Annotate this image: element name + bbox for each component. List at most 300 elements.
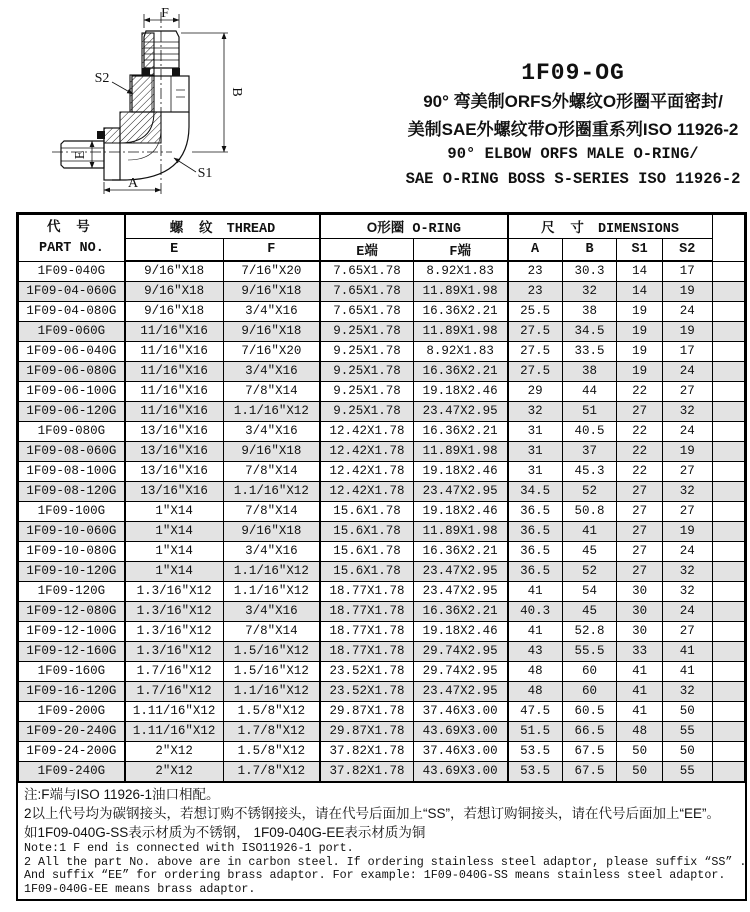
thread-f-cell: 1.5/16″X12 xyxy=(223,642,320,662)
oring-f-cell: 11.89X1.98 xyxy=(413,322,507,342)
dim-a-cell: 36.5 xyxy=(508,522,563,542)
dim-s1-cell: 27 xyxy=(617,522,663,542)
dim-s2-cell: 27 xyxy=(662,382,712,402)
dim-b-cell: 67.5 xyxy=(562,742,617,762)
table-row xyxy=(19,322,745,342)
dim-b-cell: 38 xyxy=(562,362,617,382)
dim-s2-cell: 32 xyxy=(662,402,712,422)
dim-a-cell: 48 xyxy=(508,682,563,702)
header-col-a: A xyxy=(508,239,563,262)
dim-b-cell: 51 xyxy=(562,402,617,422)
subtitle-en-line1: 90° ELBOW ORFS MALE O-RING/ xyxy=(447,145,699,163)
thread-f-cell: 9/16″X18 xyxy=(223,322,320,342)
oring-f-cell: 16.36X2.21 xyxy=(413,542,507,562)
dim-b-cell: 60 xyxy=(562,662,617,682)
thread-e-cell: 9/16″X18 xyxy=(125,302,223,322)
oring-f-cell: 11.89X1.98 xyxy=(413,442,507,462)
subtitle-cn-line1: 90° 弯美制ORFS外螺纹O形圈平面密封/ xyxy=(423,92,723,111)
dim-a-cell: 31 xyxy=(508,442,563,462)
oring-e-cell: 9.25X1.78 xyxy=(320,382,413,402)
dim-b-cell: 67.5 xyxy=(562,762,617,782)
oring-f-cell: 19.18X2.46 xyxy=(413,502,507,522)
dim-s1-cell: 22 xyxy=(617,442,663,462)
part-no-cell: 1F09-10-080G xyxy=(19,542,125,562)
dim-b-cell: 37 xyxy=(562,442,617,462)
dim-s2-cell: 24 xyxy=(662,602,712,622)
thread-f-cell: 1.1/16″X12 xyxy=(223,562,320,582)
table-row xyxy=(19,342,745,362)
dim-b-cell: 60.5 xyxy=(562,702,617,722)
dim-s1-cell: 50 xyxy=(617,762,663,782)
dim-b-cell: 45 xyxy=(562,602,617,622)
table-row xyxy=(19,302,745,322)
part-no-cell: 1F09-080G xyxy=(19,422,125,442)
subtitle-cn-line2: 美制SAE外螺纹带O形圈重系列ISO 11926-2 xyxy=(407,120,739,139)
oring-e-cell: 23.52X1.78 xyxy=(320,662,413,682)
oring-e-cell: 23.52X1.78 xyxy=(320,682,413,702)
thread-f-cell: 1.5/8″X12 xyxy=(223,702,320,722)
oring-e-cell: 18.77X1.78 xyxy=(320,602,413,622)
table-row xyxy=(19,662,745,682)
dim-s1-cell: 22 xyxy=(617,462,663,482)
oring-f-cell: 23.47X2.95 xyxy=(413,402,507,422)
part-no-cell: 1F09-04-060G xyxy=(19,282,125,302)
part-no-cell: 1F09-16-120G xyxy=(19,682,125,702)
empty-cell xyxy=(712,302,744,322)
dim-a-cell: 27.5 xyxy=(508,362,563,382)
dim-label-b: B xyxy=(229,87,244,97)
dim-b-cell: 45.3 xyxy=(562,462,617,482)
thread-e-cell: 11/16″X16 xyxy=(125,402,223,422)
dim-s2-cell: 24 xyxy=(662,542,712,562)
table-row xyxy=(19,382,745,402)
dim-s1-cell: 27 xyxy=(617,402,663,422)
subtitle-en-line2: SAE O-RING BOSS S-SERIES ISO 11926-2 xyxy=(405,170,741,188)
dim-a-cell: 36.5 xyxy=(508,502,563,522)
part-no-cell: 1F09-060G xyxy=(19,322,125,342)
empty-cell xyxy=(712,602,744,622)
header-col-s1: S1 xyxy=(617,239,663,262)
part-no-cell: 1F09-200G xyxy=(19,702,125,722)
dim-s2-cell: 32 xyxy=(662,482,712,502)
note-en-line: And suffix “EE” for ordering brass adaptor. For example: 1F09-040G-SS means stainless steel adaptor. xyxy=(24,868,726,882)
oring-f-cell: 29.74X2.95 xyxy=(413,662,507,682)
table-row xyxy=(19,722,745,742)
dim-s1-cell: 30 xyxy=(617,602,663,622)
header-part-no-cn: 代 号 xyxy=(47,218,96,234)
table-row xyxy=(19,502,745,522)
oring-f-cell: 16.36X2.21 xyxy=(413,302,507,322)
oring-f-cell: 19.18X2.46 xyxy=(413,382,507,402)
thread-f-cell: 9/16″X18 xyxy=(223,442,320,462)
oring-e-cell: 9.25X1.78 xyxy=(320,342,413,362)
oring-e-cell: 18.77X1.78 xyxy=(320,642,413,662)
part-no-cell: 1F09-24-200G xyxy=(19,742,125,762)
part-no-cell: 1F09-08-120G xyxy=(19,482,125,502)
thread-f-cell: 7/16″X20 xyxy=(223,342,320,362)
oring-f-cell: 37.46X3.00 xyxy=(413,742,507,762)
dim-s2-cell: 41 xyxy=(662,662,712,682)
header-col-f: F xyxy=(223,239,320,262)
thread-e-cell: 1.11/16″X12 xyxy=(125,702,223,722)
header-col-s2: S2 xyxy=(662,239,712,262)
oring-f-cell: 23.47X2.95 xyxy=(413,582,507,602)
empty-cell xyxy=(712,542,744,562)
oring-f-cell: 23.47X2.95 xyxy=(413,562,507,582)
dim-s1-cell: 41 xyxy=(617,662,663,682)
dim-a-cell: 53.5 xyxy=(508,762,563,782)
part-no-cell: 1F09-160G xyxy=(19,662,125,682)
empty-cell xyxy=(712,382,744,402)
dim-s2-cell: 27 xyxy=(662,502,712,522)
dim-s2-cell: 50 xyxy=(662,742,712,762)
dim-s2-cell: 55 xyxy=(662,762,712,782)
header-col-f-end: F端 xyxy=(413,239,507,262)
dim-a-cell: 34.5 xyxy=(508,482,563,502)
dim-s2-cell: 32 xyxy=(662,582,712,602)
thread-f-cell: 9/16″X18 xyxy=(223,522,320,542)
oring-e-cell: 37.82X1.78 xyxy=(320,742,413,762)
oring-f-cell: 23.47X2.95 xyxy=(413,482,507,502)
empty-cell xyxy=(712,422,744,442)
dim-b-cell: 44 xyxy=(562,382,617,402)
oring-f-cell: 43.69X3.00 xyxy=(413,762,507,782)
dim-a-cell: 40.3 xyxy=(508,602,563,622)
oring-f-cell: 8.92X1.83 xyxy=(413,342,507,362)
dim-s2-cell: 19 xyxy=(662,322,712,342)
header-dimensions: 尺 寸 DIMENSIONS xyxy=(508,215,713,239)
oring-e-cell: 9.25X1.78 xyxy=(320,362,413,382)
thread-f-cell: 7/16″X20 xyxy=(223,261,320,282)
thread-e-cell: 1″X14 xyxy=(125,502,223,522)
table-row xyxy=(19,742,745,762)
part-no-cell: 1F09-240G xyxy=(19,762,125,782)
dim-s1-cell: 48 xyxy=(617,722,663,742)
dim-s1-cell: 19 xyxy=(617,302,663,322)
oring-f-cell: 11.89X1.98 xyxy=(413,282,507,302)
dim-s1-cell: 19 xyxy=(617,342,663,362)
thread-e-cell: 13/16″X16 xyxy=(125,442,223,462)
empty-cell xyxy=(712,362,744,382)
dim-b-cell: 54 xyxy=(562,582,617,602)
table-row xyxy=(19,762,745,782)
dim-b-cell: 41 xyxy=(562,522,617,542)
dim-s2-cell: 19 xyxy=(662,282,712,302)
dim-a-cell: 36.5 xyxy=(508,542,563,562)
oring-e-cell: 7.65X1.78 xyxy=(320,282,413,302)
dim-a-cell: 53.5 xyxy=(508,742,563,762)
thread-e-cell: 1.3/16″X12 xyxy=(125,602,223,622)
oring-e-cell: 15.6X1.78 xyxy=(320,522,413,542)
dim-b-cell: 52 xyxy=(562,562,617,582)
empty-cell xyxy=(712,562,744,582)
dim-b-cell: 33.5 xyxy=(562,342,617,362)
oring-e-cell: 37.82X1.78 xyxy=(320,762,413,782)
header-part-no-en: PART NO. xyxy=(38,240,104,256)
part-no-cell: 1F09-08-100G xyxy=(19,462,125,482)
table-row xyxy=(19,542,745,562)
dim-s2-cell: 17 xyxy=(662,342,712,362)
oring-e-cell: 15.6X1.78 xyxy=(320,502,413,522)
thread-f-cell: 1.1/16″X12 xyxy=(223,682,320,702)
part-no-cell: 1F09-06-120G xyxy=(19,402,125,422)
oring-e-cell: 15.6X1.78 xyxy=(320,562,413,582)
oring-e-cell: 12.42X1.78 xyxy=(320,422,413,442)
thread-e-cell: 11/16″X16 xyxy=(125,322,223,342)
thread-e-cell: 1″X14 xyxy=(125,562,223,582)
thread-f-cell: 1.1/16″X12 xyxy=(223,482,320,502)
oring-e-cell: 12.42X1.78 xyxy=(320,482,413,502)
thread-e-cell: 9/16″X18 xyxy=(125,261,223,282)
empty-cell xyxy=(712,282,744,302)
dim-a-cell: 47.5 xyxy=(508,702,563,722)
dim-s2-cell: 55 xyxy=(662,722,712,742)
thread-e-cell: 1″X14 xyxy=(125,522,223,542)
oring-e-cell: 12.42X1.78 xyxy=(320,442,413,462)
leader-S1 xyxy=(174,158,196,172)
dim-a-cell: 27.5 xyxy=(508,342,563,362)
table-row xyxy=(19,582,745,602)
dim-a-cell: 51.5 xyxy=(508,722,563,742)
thread-e-cell: 2″X12 xyxy=(125,762,223,782)
dim-s2-cell: 24 xyxy=(662,422,712,442)
empty-cell xyxy=(712,402,744,422)
table-row xyxy=(19,261,745,282)
dim-s1-cell: 14 xyxy=(617,282,663,302)
dim-label-f: F xyxy=(161,8,169,21)
part-no-cell: 1F09-12-080G xyxy=(19,602,125,622)
thread-f-cell: 7/8″X14 xyxy=(223,502,320,522)
dim-a-cell: 25.5 xyxy=(508,302,563,322)
dim-label-e: E xyxy=(73,150,88,160)
part-no-cell: 1F09-06-040G xyxy=(19,342,125,362)
dim-b-cell: 32 xyxy=(562,282,617,302)
part-no-cell: 1F09-04-080G xyxy=(19,302,125,322)
part-no-cell: 1F09-06-100G xyxy=(19,382,125,402)
oring-f-cell: 19.18X2.46 xyxy=(413,622,507,642)
dim-s1-cell: 41 xyxy=(617,702,663,722)
empty-cell xyxy=(712,582,744,602)
thread-e-cell: 11/16″X16 xyxy=(125,362,223,382)
thread-f-cell: 1.7/8″X12 xyxy=(223,762,320,782)
spec-table-body xyxy=(19,261,745,782)
empty-cell xyxy=(712,261,744,282)
dim-b-cell: 45 xyxy=(562,542,617,562)
thread-f-cell: 1.1/16″X12 xyxy=(223,582,320,602)
dim-a-cell: 36.5 xyxy=(508,562,563,582)
oring-e-cell: 7.65X1.78 xyxy=(320,261,413,282)
fitting-technical-drawing xyxy=(20,8,310,210)
table-row xyxy=(19,702,745,722)
thread-f-cell: 3/4″X16 xyxy=(223,302,320,322)
empty-cell xyxy=(712,642,744,662)
dim-a-cell: 41 xyxy=(508,622,563,642)
note-cn-line: 2以上代号均为碳钢接头，若想订购不锈钢接头，请在代号后面加上“SS”，若想订购铜接头，请在代号后面加上“EE”。 xyxy=(24,806,721,821)
empty-cell xyxy=(712,622,744,642)
oring-e-cell: 9.25X1.78 xyxy=(320,402,413,422)
dim-label-s2: S2 xyxy=(94,71,110,86)
thread-f-cell: 7/8″X14 xyxy=(223,382,320,402)
thread-e-cell: 13/16″X16 xyxy=(125,462,223,482)
note-cn-line: 注:F端与ISO 11926-1油口相配。 xyxy=(24,787,220,802)
empty-cell xyxy=(712,442,744,462)
thread-e-cell: 1.11/16″X12 xyxy=(125,722,223,742)
oring-e-cell: 12.42X1.78 xyxy=(320,462,413,482)
part-no-cell: 1F09-10-060G xyxy=(19,522,125,542)
dim-a-cell: 23 xyxy=(508,261,563,282)
empty-cell xyxy=(712,742,744,762)
table-row xyxy=(19,422,745,442)
thread-e-cell: 1.7/16″X12 xyxy=(125,662,223,682)
header-empty xyxy=(712,215,744,262)
dim-label-a: A xyxy=(127,176,139,191)
header-col-e: E xyxy=(125,239,223,262)
dim-s1-cell: 30 xyxy=(617,582,663,602)
empty-cell xyxy=(712,342,744,362)
dim-s2-cell: 50 xyxy=(662,702,712,722)
header-col-b: B xyxy=(562,239,617,262)
thread-e-cell: 1.7/16″X12 xyxy=(125,682,223,702)
table-row xyxy=(19,682,745,702)
oring-e-cell: 9.25X1.78 xyxy=(320,322,413,342)
note-cn-line: 如1F09-040G-SS表示材质为不锈钢， 1F09-040G-EE表示材质为铜 xyxy=(24,825,426,840)
table-row xyxy=(19,602,745,622)
thread-f-cell: 1.1/16″X12 xyxy=(223,402,320,422)
thread-e-cell: 1.3/16″X12 xyxy=(125,582,223,602)
oring-f-cell: 16.36X2.21 xyxy=(413,422,507,442)
thread-e-cell: 9/16″X18 xyxy=(125,282,223,302)
oring-f-cell: 19.18X2.46 xyxy=(413,462,507,482)
empty-cell xyxy=(712,682,744,702)
left-oring xyxy=(97,131,105,139)
empty-cell xyxy=(712,762,744,782)
dim-a-cell: 48 xyxy=(508,662,563,682)
dim-s2-cell: 24 xyxy=(662,302,712,322)
dim-a-cell: 27.5 xyxy=(508,322,563,342)
thread-f-cell: 9/16″X18 xyxy=(223,282,320,302)
table-row xyxy=(19,522,745,542)
dim-b-cell: 50.8 xyxy=(562,502,617,522)
dim-b-cell: 40.5 xyxy=(562,422,617,442)
dim-b-cell: 66.5 xyxy=(562,722,617,742)
dim-s1-cell: 27 xyxy=(617,562,663,582)
part-no-cell: 1F09-10-120G xyxy=(19,562,125,582)
oring-f-cell: 16.36X2.21 xyxy=(413,602,507,622)
empty-cell xyxy=(712,662,744,682)
part-no-cell: 1F09-040G xyxy=(19,261,125,282)
title-block xyxy=(398,60,748,192)
dim-s1-cell: 30 xyxy=(617,622,663,642)
thread-e-cell: 2″X12 xyxy=(125,742,223,762)
thread-e-cell: 13/16″X16 xyxy=(125,482,223,502)
dim-b-cell: 52.8 xyxy=(562,622,617,642)
dim-a-cell: 43 xyxy=(508,642,563,662)
header-part-no xyxy=(19,215,125,262)
empty-cell xyxy=(712,322,744,342)
dim-s2-cell: 27 xyxy=(662,622,712,642)
part-no-cell: 1F09-100G xyxy=(19,502,125,522)
thread-f-cell: 1.7/8″X12 xyxy=(223,722,320,742)
dim-a-cell: 31 xyxy=(508,422,563,442)
dim-s1-cell: 14 xyxy=(617,261,663,282)
table-row xyxy=(19,462,745,482)
thread-e-cell: 13/16″X16 xyxy=(125,422,223,442)
empty-cell xyxy=(712,722,744,742)
dim-s1-cell: 19 xyxy=(617,362,663,382)
thread-f-cell: 1.5/16″X12 xyxy=(223,662,320,682)
empty-cell xyxy=(712,522,744,542)
part-no-cell: 1F09-06-080G xyxy=(19,362,125,382)
thread-f-cell: 1.5/8″X12 xyxy=(223,742,320,762)
dim-s1-cell: 27 xyxy=(617,542,663,562)
dim-s1-cell: 41 xyxy=(617,682,663,702)
table-row xyxy=(19,402,745,422)
spec-table xyxy=(18,214,745,782)
thread-f-cell: 3/4″X16 xyxy=(223,422,320,442)
dim-s1-cell: 22 xyxy=(617,422,663,442)
dim-label-s1: S1 xyxy=(197,166,213,181)
oring-f-cell: 43.69X3.00 xyxy=(413,722,507,742)
part-no-cell: 1F09-12-100G xyxy=(19,622,125,642)
dim-a-cell: 32 xyxy=(508,402,563,422)
dim-b-cell: 38 xyxy=(562,302,617,322)
dim-s2-cell: 19 xyxy=(662,442,712,462)
part-no-cell: 1F09-08-060G xyxy=(19,442,125,462)
dim-s1-cell: 19 xyxy=(617,322,663,342)
dim-s2-cell: 24 xyxy=(662,362,712,382)
table-row xyxy=(19,482,745,502)
spec-table-frame xyxy=(16,212,747,901)
oring-e-cell: 29.87X1.78 xyxy=(320,702,413,722)
note-en-line: 1F09-040G-EE means brass adaptor. xyxy=(24,881,256,896)
oring-f-cell: 8.92X1.83 xyxy=(413,261,507,282)
header-oring: O形圈 O-RING xyxy=(320,215,507,239)
dim-a-cell: 41 xyxy=(508,582,563,602)
oring-e-cell: 18.77X1.78 xyxy=(320,582,413,602)
empty-cell xyxy=(712,702,744,722)
series-model-number: 1F09-OG xyxy=(521,60,625,86)
empty-cell xyxy=(712,482,744,502)
thread-f-cell: 3/4″X16 xyxy=(223,362,320,382)
oring-f-cell: 29.74X2.95 xyxy=(413,642,507,662)
table-row xyxy=(19,362,745,382)
oring-e-cell: 7.65X1.78 xyxy=(320,302,413,322)
header-col-e-end: E端 xyxy=(320,239,413,262)
thread-e-cell: 11/16″X16 xyxy=(125,382,223,402)
table-row xyxy=(19,642,745,662)
oring-f-cell: 37.46X3.00 xyxy=(413,702,507,722)
dim-a-cell: 23 xyxy=(508,282,563,302)
table-row xyxy=(19,622,745,642)
empty-cell xyxy=(712,502,744,522)
table-row xyxy=(19,282,745,302)
dim-s1-cell: 33 xyxy=(617,642,663,662)
dim-b-cell: 30.3 xyxy=(562,261,617,282)
oring-f-cell: 16.36X2.21 xyxy=(413,362,507,382)
dim-s2-cell: 27 xyxy=(662,462,712,482)
dim-s1-cell: 27 xyxy=(617,482,663,502)
thread-f-cell: 3/4″X16 xyxy=(223,602,320,622)
thread-e-cell: 1.3/16″X12 xyxy=(125,642,223,662)
table-row xyxy=(19,442,745,462)
dim-s1-cell: 50 xyxy=(617,742,663,762)
empty-cell xyxy=(712,462,744,482)
thread-f-cell: 7/8″X14 xyxy=(223,622,320,642)
oring-e-cell: 15.6X1.78 xyxy=(320,542,413,562)
dim-b-cell: 34.5 xyxy=(562,322,617,342)
dim-s2-cell: 41 xyxy=(662,642,712,662)
part-no-cell: 1F09-12-160G xyxy=(19,642,125,662)
